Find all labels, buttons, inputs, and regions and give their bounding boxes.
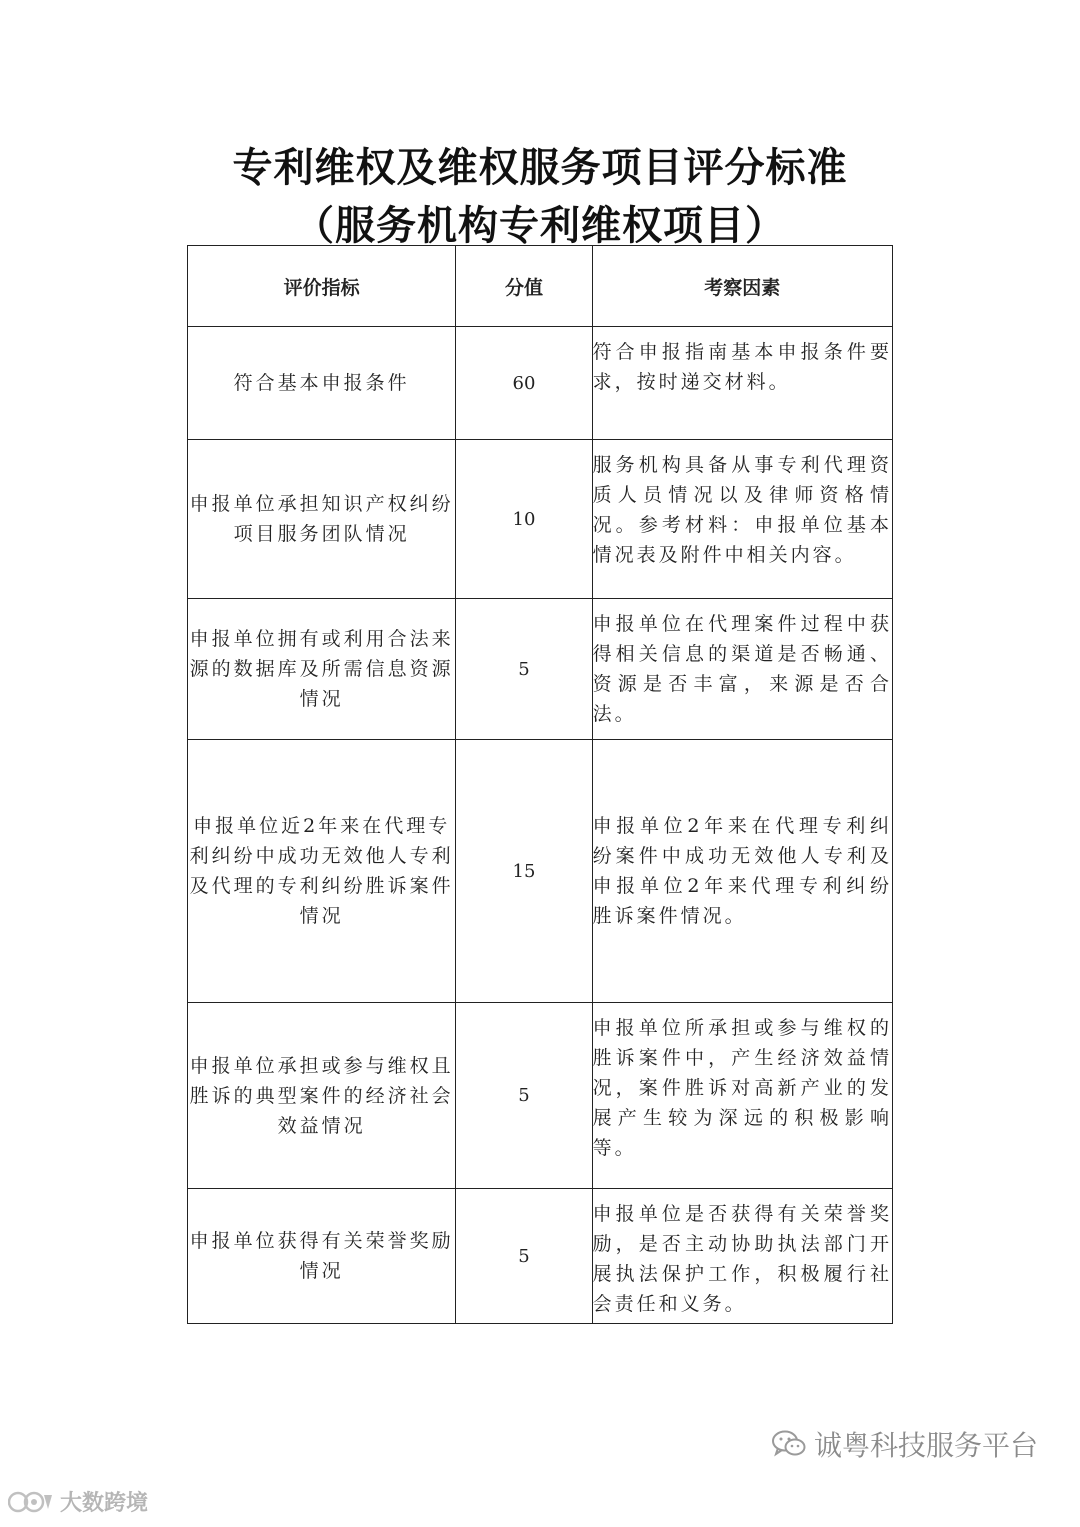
points-cell: 5 (456, 1189, 592, 1324)
corner-watermark (8, 1486, 148, 1517)
factors-cell: 申报单位是否获得有关荣誉奖励，是否主动协助执法部门开展执法保护工作，积极履行社会责任和义务。 (592, 1189, 892, 1324)
table-row (188, 1189, 893, 1324)
wechat-watermark (772, 1424, 1038, 1464)
table-row (188, 599, 893, 740)
criterion-cell: 申报单位承担知识产权纠纷项目服务团队情况 (188, 440, 456, 599)
factors-cell: 申报单位所承担或参与维权的胜诉案件中，产生经济效益情况，案件胜诉对高新产业的发展产生较为深远的积极影响等。 (592, 1003, 892, 1189)
wechat-account-name: 诚粤科技服务平台 (813, 1429, 1038, 1462)
points-cell: 5 (456, 1003, 592, 1189)
criterion-cell: 符合基本申报条件 (188, 327, 456, 440)
points-cell: 15 (456, 740, 592, 1003)
factors-cell: 申报单位2年来在代理专利纠纷案件中成功无效他人专利及申报单位2年来代理专利纠纷胜诉案件情况。 (592, 740, 892, 1003)
brand-logo-icon (8, 1487, 56, 1517)
brand-name: 大数跨境 (60, 1491, 149, 1516)
factors-cell: 服务机构具备从事专利代理资质人员情况以及律师资格情况。参考材料：申报单位基本情况表及附件中相关内容。 (592, 440, 892, 599)
points-cell: 10 (456, 440, 592, 599)
criterion-cell: 申报单位近2年来在代理专利纠纷中成功无效他人专利及代理的专利纠纷胜诉案件情况 (188, 740, 456, 1003)
criterion-cell: 申报单位拥有或利用合法来源的数据库及所需信息资源情况 (188, 599, 456, 740)
points-cell: 5 (456, 599, 592, 740)
table-header-row (188, 246, 893, 327)
table-row (188, 440, 893, 599)
document-title: 专利维权及维权服务项目评分标准 (232, 145, 848, 191)
header-factors: 考察因素 (592, 246, 892, 327)
criterion-cell: 申报单位承担或参与维权且胜诉的典型案件的经济社会效益情况 (188, 1003, 456, 1189)
criterion-cell: 申报单位获得有关荣誉奖励情况 (188, 1189, 456, 1324)
factors-cell: 符合申报指南基本申报条件要求，按时递交材料。 (592, 327, 892, 440)
header-points: 分值 (456, 246, 592, 327)
wechat-icon (772, 1430, 806, 1458)
table-row (188, 327, 893, 440)
header-criterion: 评价指标 (188, 246, 456, 327)
table-row (188, 740, 893, 1003)
points-cell: 60 (456, 327, 592, 440)
factors-cell: 申报单位在代理案件过程中获得相关信息的渠道是否畅通、资源是否丰富，来源是否合法。 (592, 599, 892, 740)
table-row (188, 1003, 893, 1189)
scoring-table (187, 245, 893, 1324)
document-subtitle: （服务机构专利维权项目） (294, 203, 786, 249)
